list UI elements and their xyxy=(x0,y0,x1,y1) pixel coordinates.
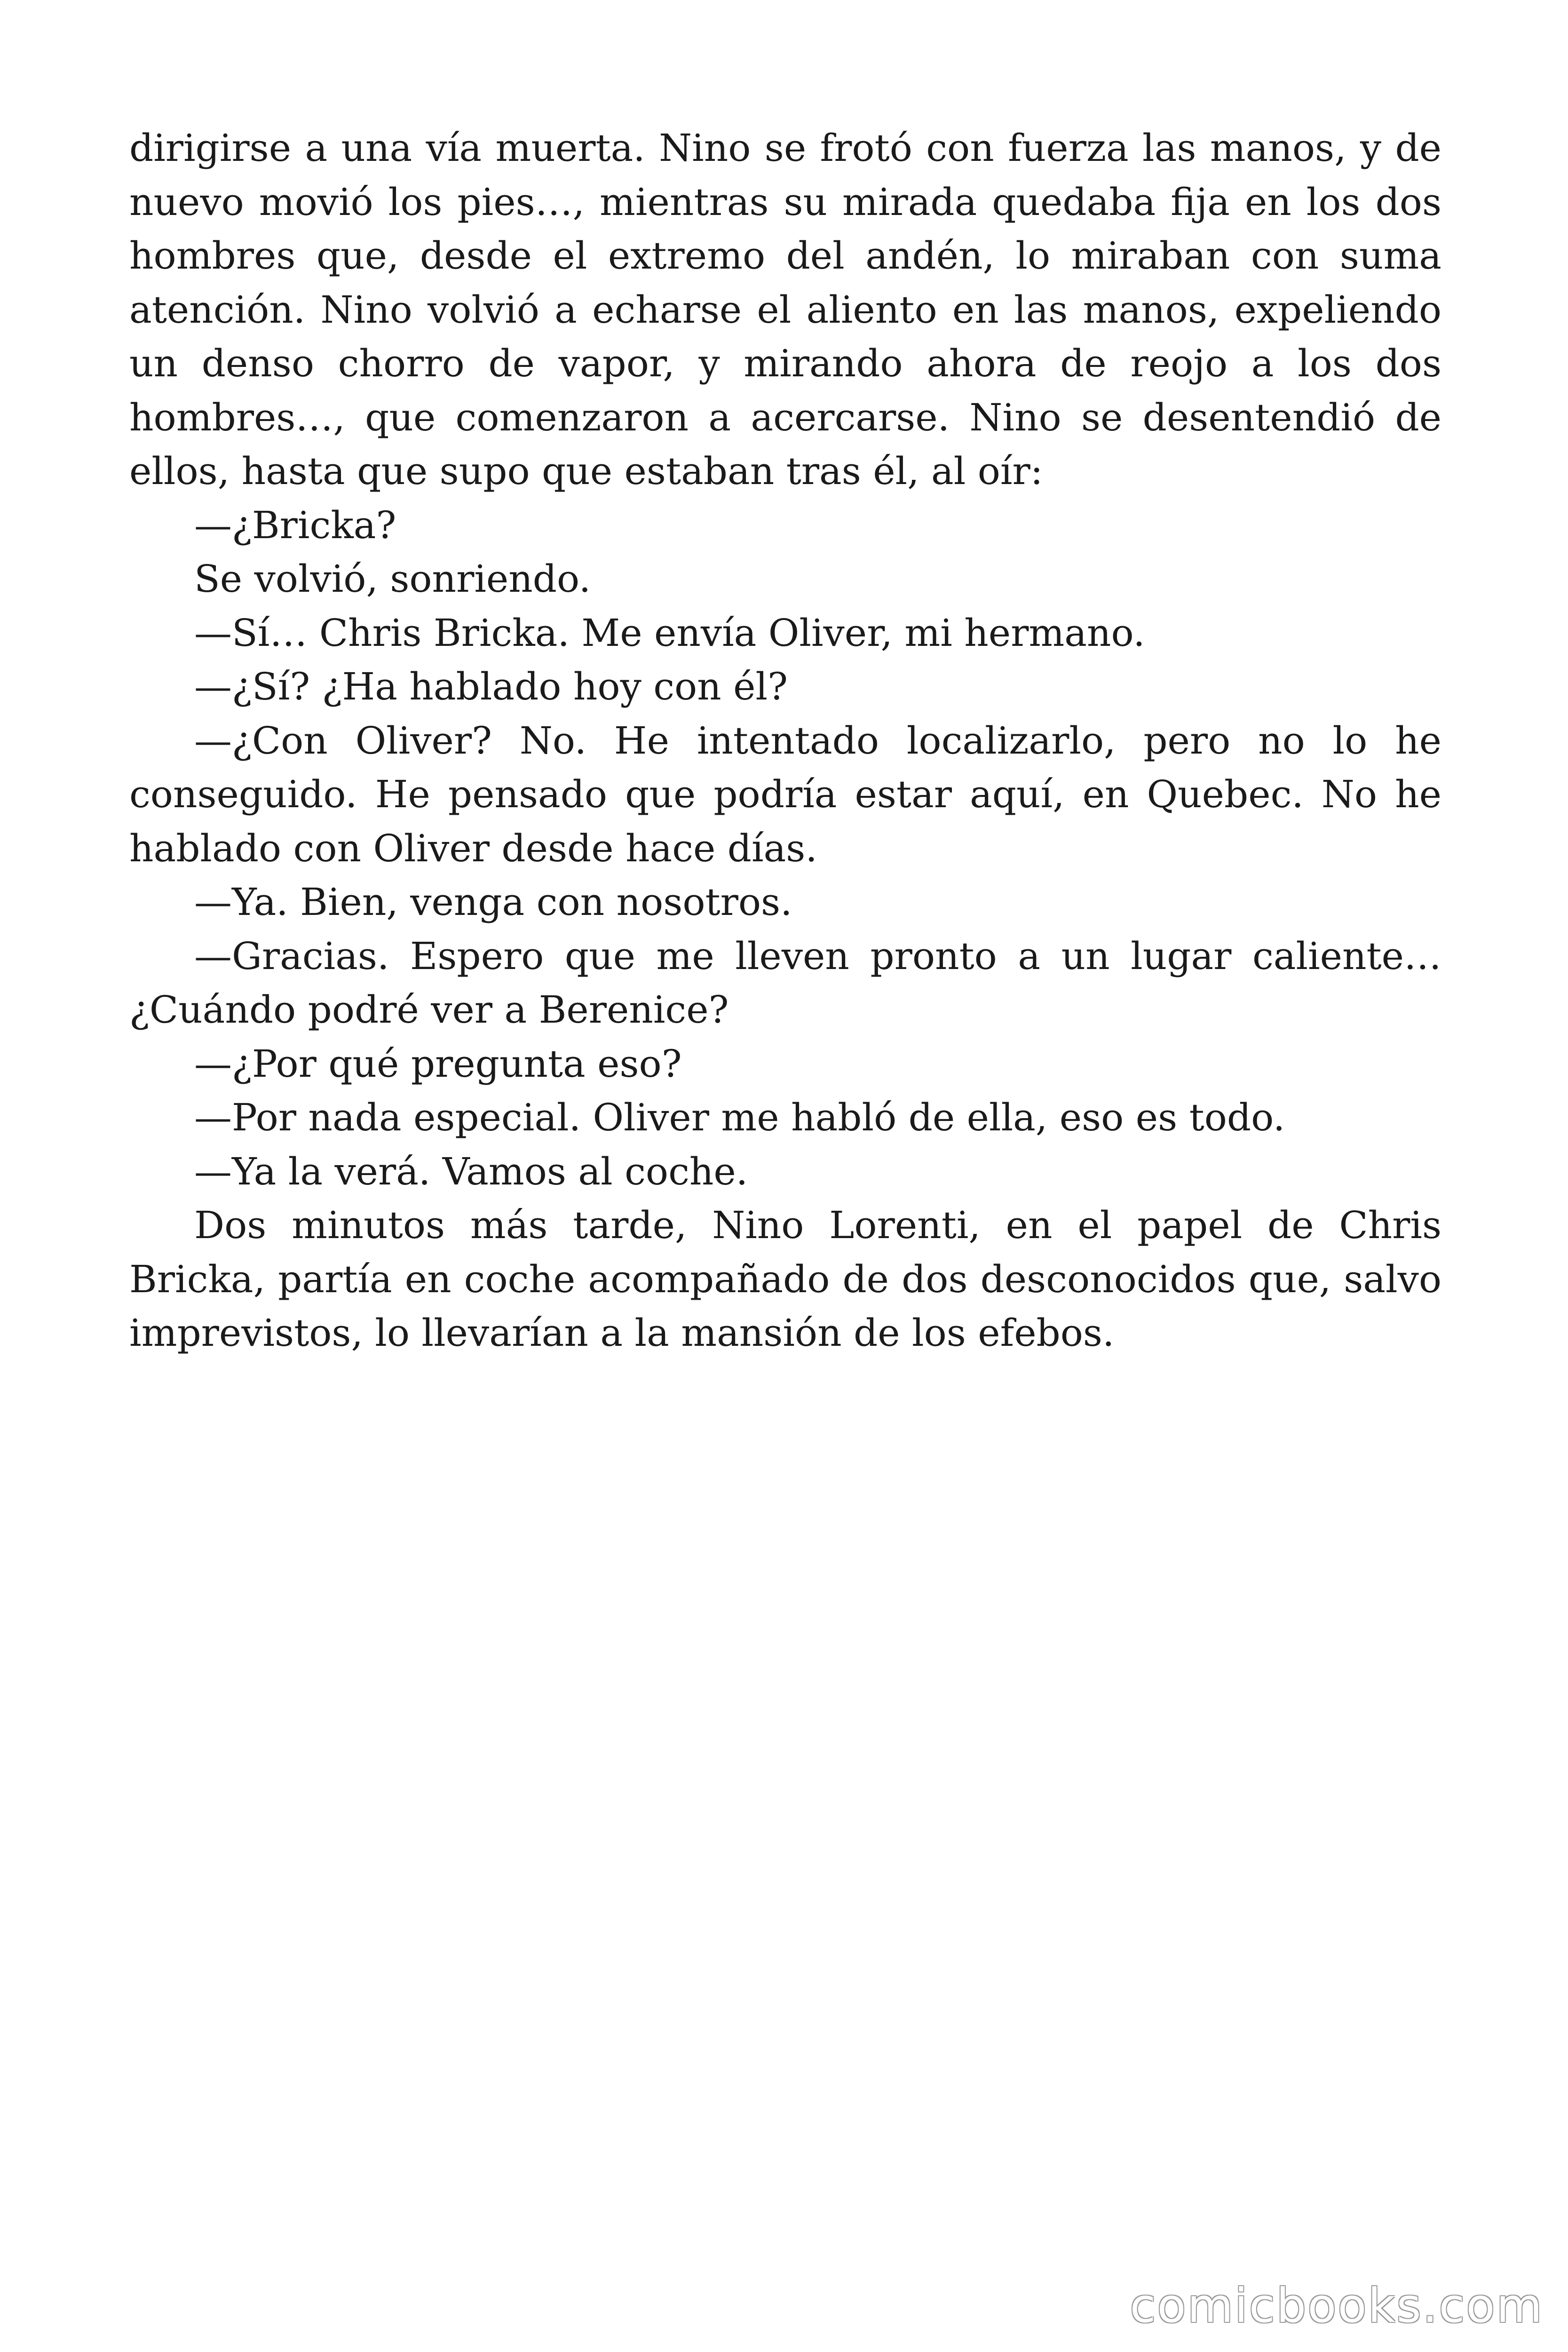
paragraph: —¿Con Oliver? No. He intentado localizarlo, pero no lo he conseguido. He pensado que podría estar aquí, en Quebec. No he hablado con Oliver desde hace días. xyxy=(129,718,1441,870)
paragraph: —Sí… Chris Bricka. Me envía Oliver, mi hermano. xyxy=(194,611,1145,655)
paragraph: —Por nada especial. Oliver me habló de ella, eso es todo. xyxy=(194,1096,1285,1139)
paragraph: —¿Por qué pregunta eso? xyxy=(194,1041,682,1086)
paragraph: Dos minutos más tarde, Nino Lorenti, en el papel de Chris Bricka, partía en coche acompañado de dos desconocidos que, salvo imprevistos, lo llevarían a la mansión de los efebos. xyxy=(129,1203,1441,1355)
paragraph: Se volvió, sonriendo. xyxy=(194,557,591,601)
page-body-text xyxy=(129,121,1441,1360)
paragraph: —¿Sí? ¿Ha hablado hoy con él? xyxy=(194,665,788,708)
paragraph: —¿Bricka? xyxy=(194,503,396,547)
paragraph: —Ya. Bien, venga con nosotros. xyxy=(194,880,792,924)
paragraph: —Ya la verá. Vamos al coche. xyxy=(194,1149,748,1193)
paragraph: dirigirse a una vía muerta. Nino se frotó con fuerza las manos, y de nuevo movió los pies…, mientras su mirada quedaba fija en los dos hombres que, desde el extremo del andén, lo miraban con suma atención. Nino volvió a echarse el aliento en las manos, expeliendo un denso chorro de vapor, y mirando ahora de reojo a los dos hombres…, que comenzaron a acercarse. Nino se desentendió de ellos, hasta que supo que estaban tras él, al oír: xyxy=(129,126,1441,493)
watermark-text: comicbooks.com xyxy=(1130,2278,1544,2333)
paragraph: —Gracias. Espero que me lleven pronto a un lugar caliente… ¿Cuándo podré ver a Berenice? xyxy=(129,934,1441,1032)
